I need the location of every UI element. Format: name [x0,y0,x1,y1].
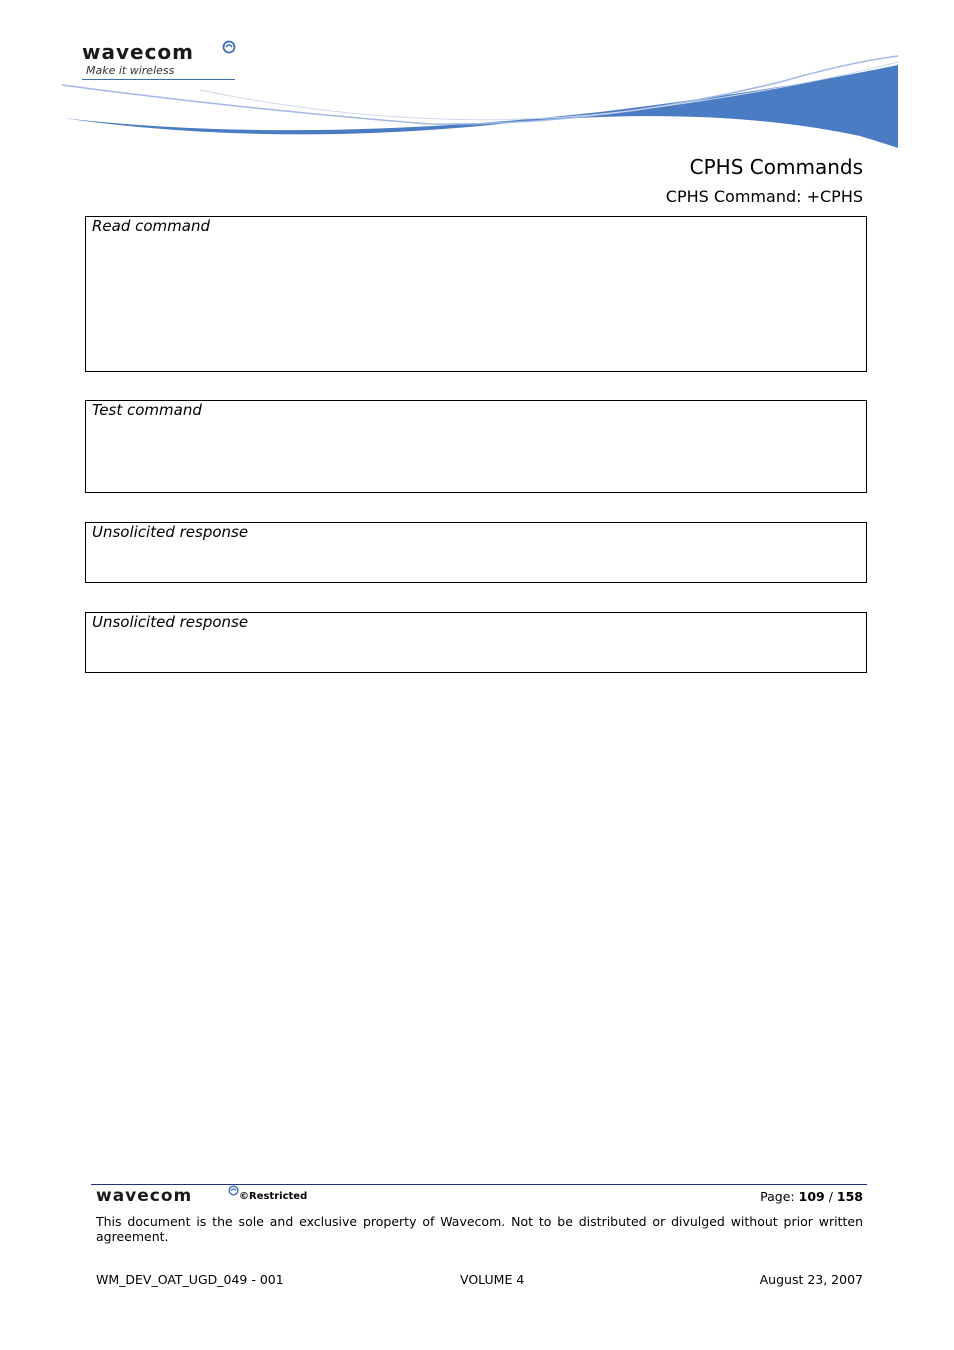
footer-logo-wordmark: wavecom [96,1186,193,1206]
footer-volume: VOLUME 4 [460,1272,525,1287]
section-title: CPHS Command: +CPHS [665,187,863,206]
page-separator: / [828,1189,833,1204]
unsolicited-response-box-1 [85,522,867,583]
test-command-box [85,400,867,493]
unsolicited-response-label-2: Unsolicited response [92,613,249,631]
footer-rule [91,1184,867,1185]
page-total: 158 [836,1189,863,1204]
page-label: Page: [760,1189,795,1204]
chapter-title: CPHS Commands [689,155,863,179]
unsolicited-response-label-1: Unsolicited response [92,523,249,541]
header-wave-banner [0,50,954,150]
footer-logo-swirl-icon [228,1185,239,1196]
footer-page-indicator [760,1189,863,1204]
read-command-box [85,216,867,372]
footer-logo [96,1186,326,1208]
read-command-label: Read command [92,217,211,235]
footer-restricted: ©Restricted [239,1191,308,1202]
logo-wordmark: wavecom [82,40,195,64]
test-command-label: Test command [92,401,202,419]
footer-date: August 23, 2007 [759,1272,863,1287]
logo-tagline: Make it wireless [86,64,175,77]
page-current: 109 [798,1189,825,1204]
footer-notice: This document is the sole and exclusive property of Wavecom. Not to be distributed or divulged without prior written agreement. [96,1214,863,1244]
unsolicited-response-box-2 [85,612,867,673]
footer-doc-ref: WM_DEV_OAT_UGD_049 - 001 [96,1272,284,1287]
